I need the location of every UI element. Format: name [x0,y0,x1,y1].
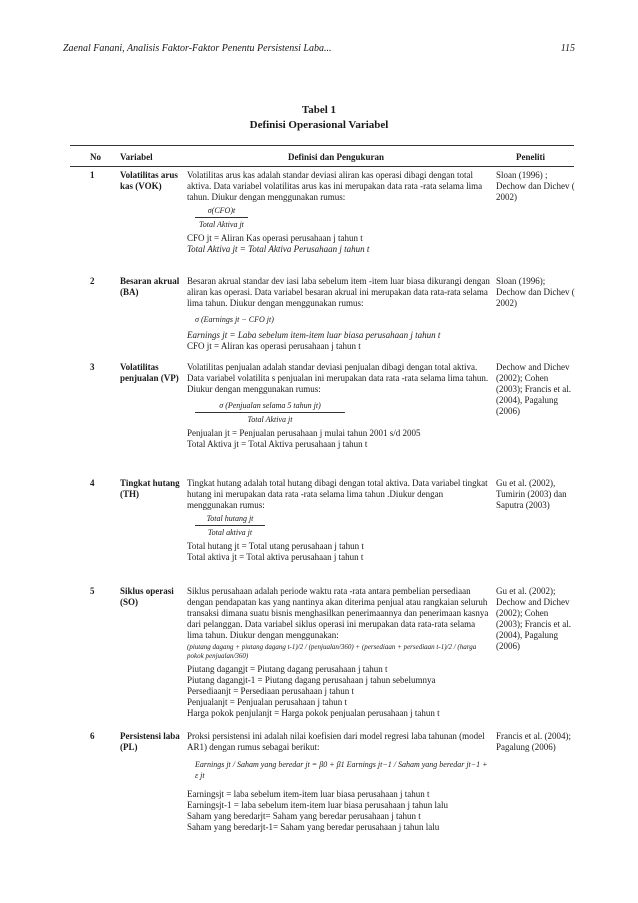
definition-text: Siklus perusahaan adalah periode waktu rata -rata antara pembelian persediaan dengan pendapatan kas yang nantinya akan diterima penjual atau rangkaian seluruh transaksi dimana suatu bisnis menghasilkan penerimaannya dan penerimaan kasnya dari pelanggan. Data variabel siklus operasi ini merupakan data rata-rata selama lima tahun. Diukur dengan menggunakan: [187,586,489,640]
table-top-rule [70,145,574,146]
row-definition [187,731,490,833]
col-header-no: No [90,152,101,162]
note-line: Saham yang beredarjt= Saham yang beredar perusahaan j tahun t [187,811,421,821]
col-header-definition: Definisi dan Pengukuran [288,152,385,162]
row-variable: Tingkat hutang (TH) [120,478,180,499]
formula-denominator: Total Aktiva jt [199,220,244,229]
note-line: Piutang dagangjt = Piutang dagang perusahaan j tahun t [187,664,388,674]
note-line: Penjualan jt = Penjualan perusahaan j mulai tahun 2001 s/d 2005 [187,428,421,438]
col-header-researcher: Peneliti [516,152,545,162]
definition-text: Tingkat hutang adalah total hutang dibagi dengan total aktiva. Data variabel tingkat hutang ini merupakan data rata -rata selama lima tahun .Diukur dengan menggunakan rumus: [187,478,488,510]
note-line: Penjualanjt = Penjualan perusahaan j tahun t [187,697,348,707]
row-researchers: Gu et al. (2002), Tumirin (2003) dan Saputra (2003) [496,478,567,510]
definition-text: Volatilitas arus kas adalah standar deviasi aliran kas operasi dibagi dengan total aktiva. Data variabel volatilitas arus kas ini merupakan data rata -rata selama lima tahun. Diukur dengan menggunakan rumus: [187,170,483,202]
page-number: 115 [560,43,575,54]
row-researchers: Sloan (1996); Dechow dan Dichev ( 2002) [496,276,575,308]
formula-numerator: Total hutang jt [195,513,265,526]
row-researchers: Francis et al. (2004); Pagalung (2006) [496,731,571,752]
formula: Earnings jt / Saham yang beredar jt = β0 + β1 Earnings jt−1 / Saham yang beredar jt−1 + ε jt [195,760,488,780]
row-variable: Siklus operasi (SO) [120,586,174,607]
col-header-variable: Variabel [120,152,153,162]
note-line: CFO jt = Aliran Kas operasi perusahaan j tahun t [187,233,363,243]
row-researchers: Gu et al. (2002); Dechow and Dichev (2002); Cohen (2003); Francis et al. (2004), Pagalung (2006) [496,586,571,651]
row-researchers: Sloan (1996) ; Dechow dan Dichev ( 2002) [496,170,575,202]
row-no: 4 [90,478,95,488]
row-variable: Volatilitas arus kas (VOK) [120,170,178,191]
formula-numerator: σ(CFO)t [195,205,248,218]
formula: (piutang dagang + piutang dagang t-1)/2 / (penjualan/360) + (persediaan + persediaan t-1)/2 / (harga pokok penjualan/360) [187,643,477,660]
formula-denominator: Total Aktiva jt [247,415,293,424]
header-author-title: Zaenal Fanani, Analisis Faktor-Faktor Penentu Persistensi Laba... [63,43,332,54]
formula [195,205,490,230]
note-line: Harga pokok penjulanjt = Harga pokok penjualan perusahaan j tahun t [187,708,440,718]
table-header-rule [70,166,574,167]
row-no: 6 [90,731,95,741]
row-variable: Besaran akrual (BA) [120,276,180,297]
note-line: Total aktiva jt = Total aktiva perusahaan j tahun t [187,552,364,562]
note-line: Earnings jt = Laba sebelum item-item luar biasa perusahaan j tahun t [187,330,441,340]
definition-text: Volatilitas penjualan adalah standar deviasi penjualan dibagi dengan total aktiva. Data variabel volatilita s penjualan ini merupakan data rata -rata selama lima tahun. Diukur dengan menggunakan rumus: [187,362,489,394]
row-no: 1 [90,170,95,180]
formula [195,400,490,425]
row-variable: Volatilitas penjualan (VP) [120,362,179,383]
note-line: Total Aktiva jt = Total Aktiva Perusahaan j tahun t [187,244,370,254]
row-definition [187,362,490,450]
definition-text: Besaran akrual standar dev iasi laba sebelum item -item luar biasa dikurangi dengan aliran kas operasi. Data variabel besaran akrual ini merupakan data rata-rata selama lima tahun. Diukur dengan menggunakan rumus: [187,276,490,308]
note-line: Total Aktiva jt = Total Aktiva perusahaan j tahun t [187,439,368,449]
note-line: Earningsjt-1 = laba sebelum item-item luar biasa perusahaan j tahun lalu [187,800,448,810]
definition-text: Proksi persistensi ini adalah nilai koefisien dari model regresi laba tahunan (model AR1) dengan rumus sebagai berikut: [187,731,485,752]
row-definition [187,276,490,352]
note-line: Piutang dagangjt-1 = Piutang dagang perusahaan j tahun sebelumnya [187,675,436,685]
table-subtitle: Definisi Operasional Variabel [249,119,389,131]
note-line: Persediaanjt = Persediaan perusahaan j tahun t [187,686,355,696]
row-no: 5 [90,586,95,596]
row-variable: Persistensi laba (PL) [120,731,180,752]
note-line: Saham yang beredarjt-1= Saham yang beredar perusahaan j tahun lalu [187,822,440,832]
row-no: 3 [90,362,95,372]
note-line: Earningsjt = laba sebelum item-item luar biasa perusahaan j tahun t [187,789,430,799]
formula-numerator: σ (Penjualan selama 5 tahun jt) [195,400,345,413]
formula-denominator: Total aktiva jt [207,528,253,537]
note-line: Total hutang jt = Total utang perusahaan j tahun t [187,541,364,551]
row-no: 2 [90,276,95,286]
row-researchers: Dechow and Dichev (2002); Cohen (2003); Francis et al. (2004), Pagalung (2006) [496,362,571,416]
running-header [63,43,575,59]
formula: σ (Earnings jt − CFO jt) [195,315,274,324]
row-definition [187,170,490,255]
note-line: CFO jt = Aliran kas operasi perusahaan j tahun t [187,341,361,351]
row-definition [187,586,490,719]
table-title: Tabel 1 [301,104,337,116]
row-definition [187,478,490,563]
formula [195,513,490,538]
